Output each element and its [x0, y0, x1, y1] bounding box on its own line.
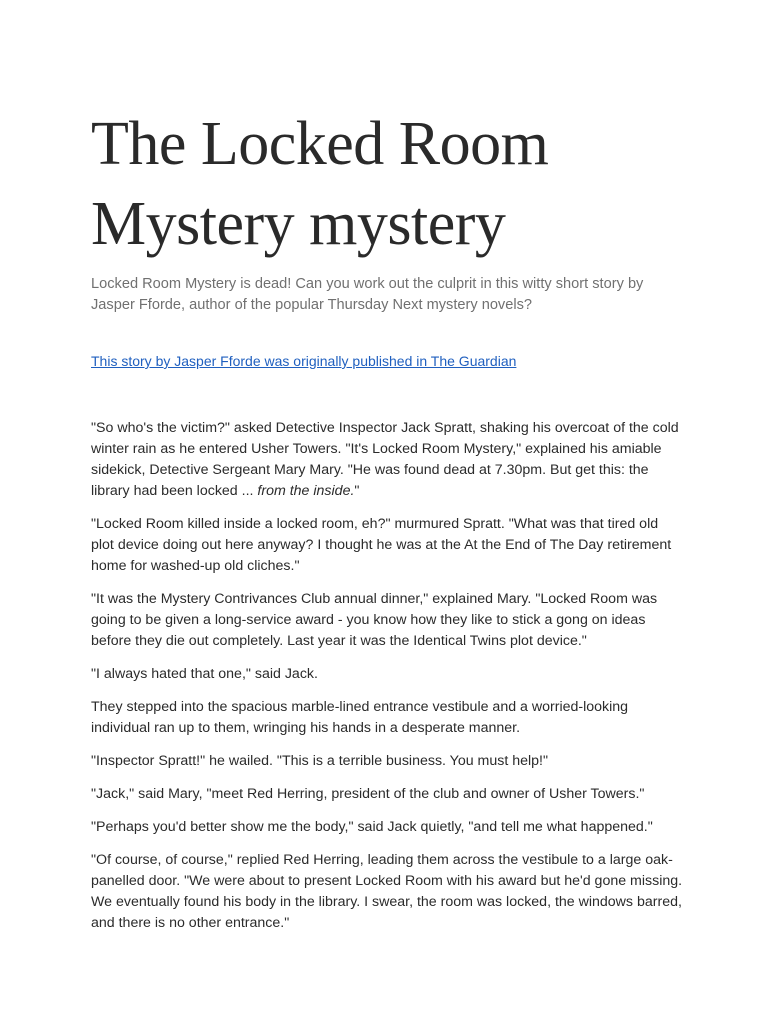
page-title: [91, 104, 691, 264]
story-paragraph-3: "It was the Mystery Contrivances Club annual dinner," explained Mary. "Locked Room was going to be given a long-service award - you know how they like to stick a gong on ideas before they die out completely. Last year it was the Identical Twins plot device.": [91, 591, 658, 649]
story-paragraph-6: "Inspector Spratt!" he wailed. "This is a terrible business. You must help!": [91, 753, 549, 769]
story-body: [91, 418, 691, 934]
story-paragraph-4: "I always hated that one," said Jack.: [91, 666, 318, 682]
title-line-2: Mystery mystery: [91, 190, 506, 258]
story-paragraph-1: [91, 418, 683, 502]
story-paragraph-2: "Locked Room killed inside a locked room, eh?" murmured Spratt. "What was that tired old plot device doing out here anyway? I thought he was at the At the End of The Day retirement home for washed-up old cliches.": [91, 516, 672, 574]
story-paragraph-5: They stepped into the spacious marble-lined entrance vestibule and a worried-looking individual ran up to them, wringing his hands in a desperate manner.: [91, 699, 629, 736]
story-paragraph-9: "Of course, of course," replied Red Herring, leading them across the vestibule to a large oak-panelled door. "We were about to present Locked Room with his award but he'd gone missing. We eventually found his body in the library. I swear, the room was locked, the windows barred, and there is no other entrance.": [91, 852, 683, 931]
story-paragraph-7: "Jack," said Mary, "meet Red Herring, president of the club and owner of Usher Towers.": [91, 786, 645, 802]
paragraph-1-emphasis: from the inside.: [257, 483, 355, 499]
article: [91, 104, 691, 946]
title-line-1: The Locked Room: [91, 110, 549, 178]
story-paragraph-8: "Perhaps you'd better show me the body," said Jack quietly, "and tell me what happened.": [91, 819, 653, 835]
guardian-source-link[interactable]: This story by Jasper Fforde was originally published in The Guardian: [91, 353, 517, 369]
paragraph-1-text: "So who's the victim?" asked Detective Inspector Jack Spratt, shaking his overcoat of the cold winter rain as he entered Usher Towers. "It's Locked Room Mystery," explained his amiable sidekick, Detective Sergeant Mary Mary. "He was found dead at 7.30pm. But get this: the library had been locked ...: [91, 420, 679, 499]
standfirst: Locked Room Mystery is dead! Can you work out the culprit in this witty short story by Jasper Fforde, author of the popular Thursday Next mystery novels?: [91, 276, 644, 313]
paragraph-1-end: ": [354, 483, 360, 499]
